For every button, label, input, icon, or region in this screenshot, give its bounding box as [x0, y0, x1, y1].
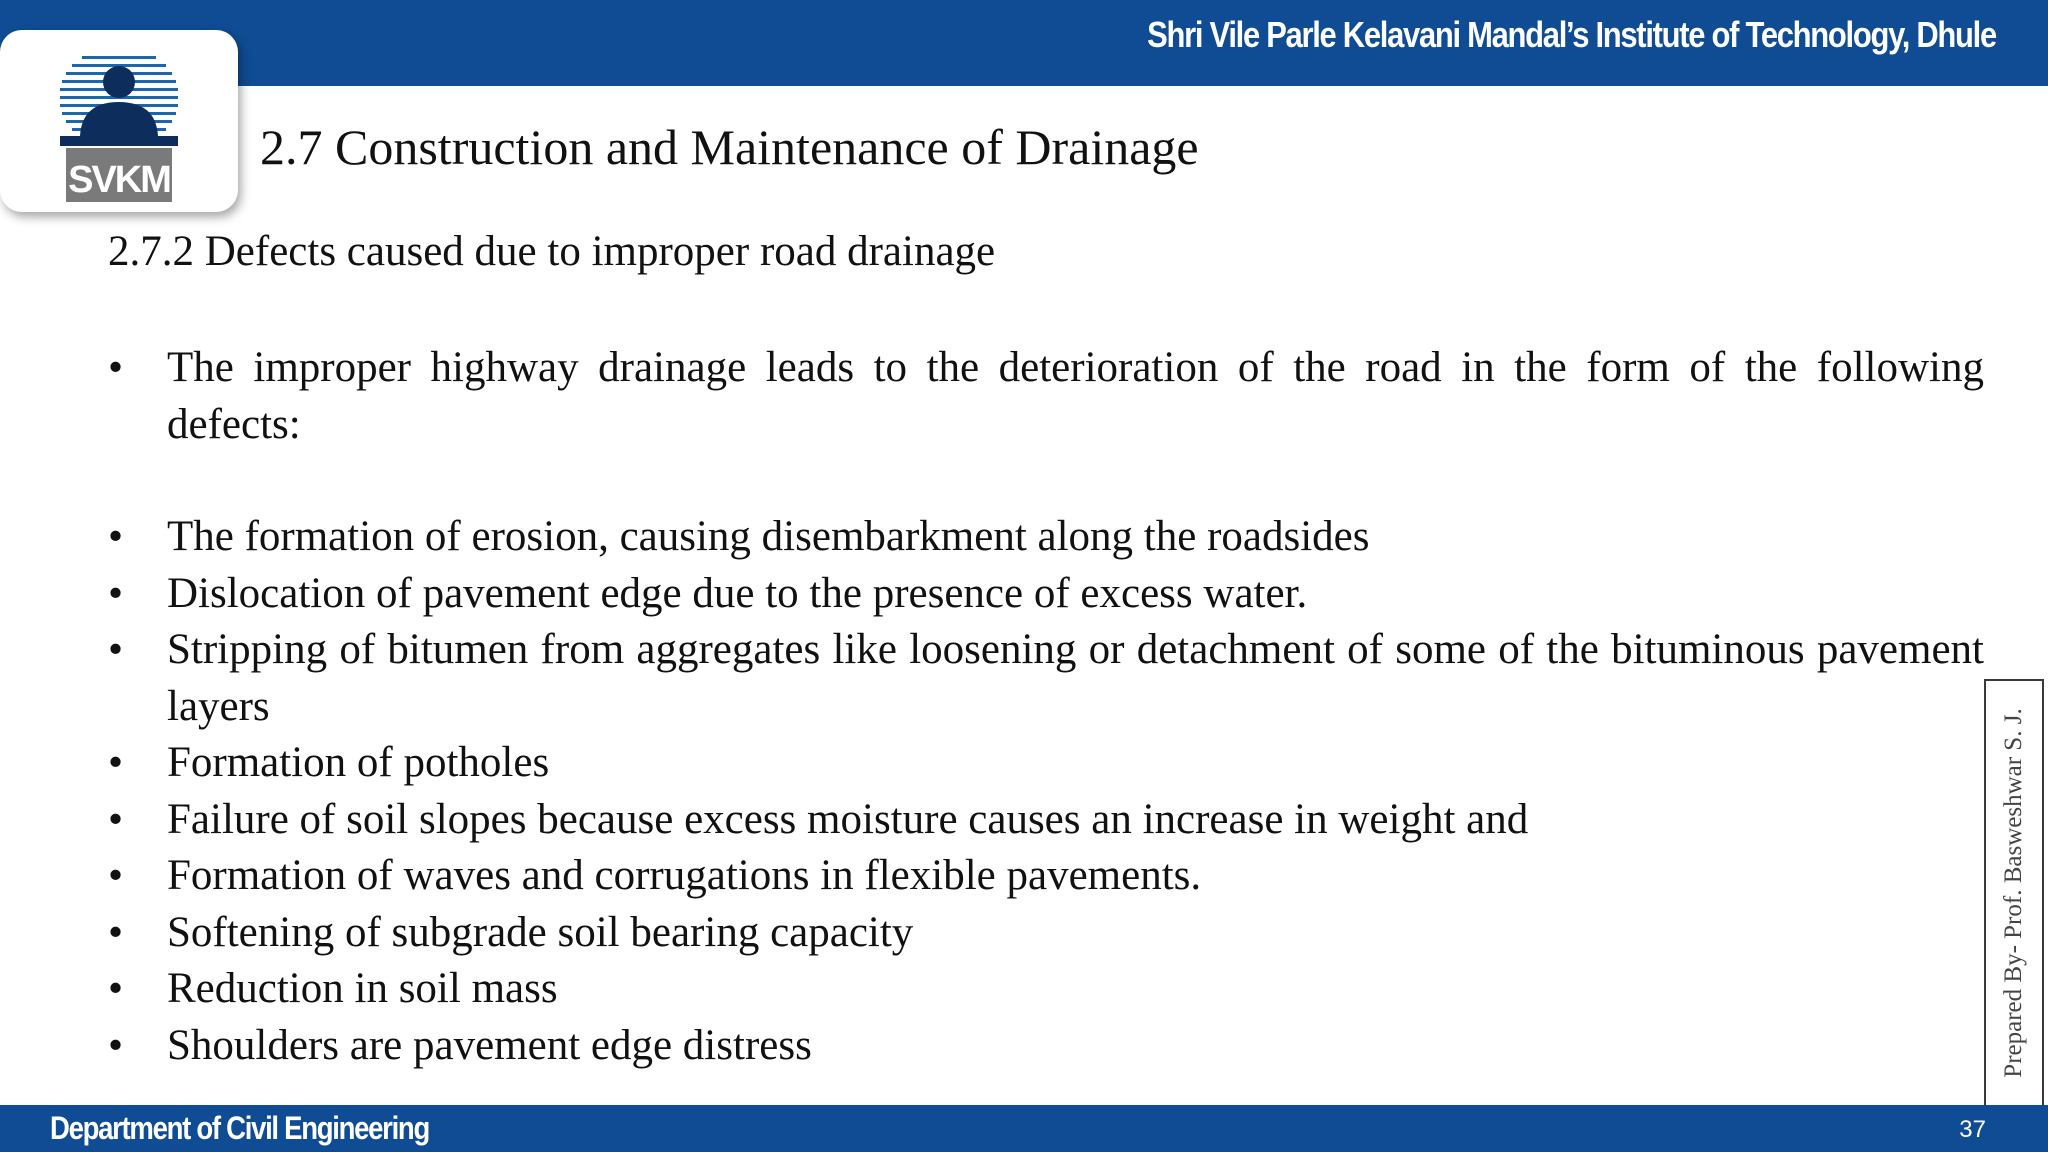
list-item — [108, 509, 1984, 566]
bullet-dot: • — [108, 569, 124, 617]
institute-name: Shri Vile Parle Kelavani Mandal’s Institute of Technology, Dhule — [1147, 14, 1996, 55]
list-item — [108, 792, 1984, 849]
bullet-dot: • — [108, 965, 124, 1012]
department-name: Department of Civil Engineering — [50, 1110, 429, 1146]
list-item — [108, 340, 1984, 453]
bullet-dot: • — [108, 1021, 124, 1069]
list-item — [108, 622, 1984, 735]
bullet-text: Reduction in soil mass — [167, 965, 558, 1012]
list-item — [108, 1018, 1984, 1075]
svkm-logo-icon — [52, 38, 186, 208]
bullet-text: Dislocation of pavement edge due to the presence of excess water. — [167, 569, 1308, 617]
list-item — [108, 566, 1984, 623]
bullet-text: Failure of soil slopes because excess moisture causes an increase in weight and — [167, 795, 1529, 843]
logo-text: SVKM — [68, 159, 170, 201]
bullet-text: Shoulders are pavement edge distress — [167, 1021, 812, 1069]
footer-bar — [0, 1105, 2048, 1152]
bullet-dot: • — [108, 513, 124, 560]
bullet-dot: • — [108, 852, 124, 899]
bullet-text: The formation of erosion, causing disembarkment along the roadsides — [167, 513, 1370, 560]
bullet-dot: • — [108, 344, 124, 391]
bullet-text: Stripping of bitumen from aggregates like loosening or detachment of some of the bituminous pavement layers — [167, 626, 1984, 730]
list-item — [108, 905, 1984, 962]
list-item — [108, 961, 1984, 1018]
page-number: 37 — [1959, 1116, 1986, 1143]
bullet-dot: • — [108, 626, 124, 673]
prepared-by-text: Prepared By- Prof. Basweshwar S. J. — [2000, 708, 2027, 1078]
header-bar — [0, 0, 2048, 86]
prepared-by-box — [1984, 679, 2044, 1107]
bullet-text: Formation of waves and corrugations in flexible pavements. — [167, 852, 1202, 899]
list-item — [108, 848, 1984, 905]
svkm-logo — [0, 30, 238, 212]
bullet-text: The improper highway drainage leads to the deterioration of the road in the form of the following defects: — [167, 344, 1984, 448]
bullet-dot: • — [108, 739, 124, 786]
slide-subtitle: 2.7.2 Defects caused due to improper road drainage — [108, 228, 996, 275]
list-item — [108, 735, 1984, 792]
bullet-dot: • — [108, 908, 124, 956]
bullet-text: Formation of potholes — [167, 739, 550, 786]
bullet-list — [108, 340, 1984, 1074]
slide-title: 2.7 Construction and Maintenance of Drainage — [260, 119, 1199, 175]
bullet-dot: • — [108, 795, 124, 843]
bullet-text: Softening of subgrade soil bearing capacity — [167, 908, 914, 956]
